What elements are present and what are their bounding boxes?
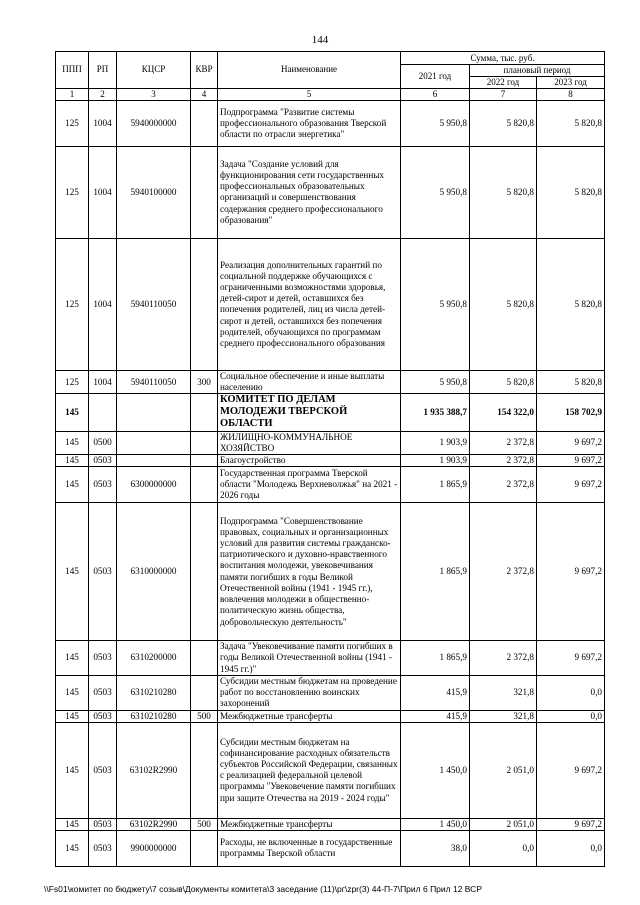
cell-kvr: 500 — [191, 710, 218, 722]
cell-ppp: 145 — [56, 454, 89, 466]
cell-name: Реализация дополнительных гарантий по социальной поддержке обучающихся с ограниченными возможностями здоровья, детей-сирот и детей, оставшихся без попечения родителей, лиц из числа детей-сирот и детей, оставшихся без попечения родителей, обучающихся по программам среднего профессионального образования — [218, 238, 401, 370]
cell-2021: 1 865,9 — [401, 641, 470, 676]
header-sum: Сумма, тыс. руб. — [401, 52, 605, 65]
cell-kvr — [191, 394, 218, 431]
cell-2023: 9 697,2 — [537, 454, 605, 466]
cell-kcsr — [117, 394, 191, 431]
cell-2023: 5 820,8 — [537, 370, 605, 393]
cell-kvr — [191, 146, 218, 238]
cell-2021: 1 903,9 — [401, 431, 470, 454]
cell-2021: 1 865,9 — [401, 503, 470, 641]
cell-2021: 1 903,9 — [401, 454, 470, 466]
header-name: Наименование — [218, 52, 401, 89]
cell-2023: 158 702,9 — [537, 394, 605, 431]
column-index: 5 — [218, 88, 401, 100]
cell-2021: 1 935 388,7 — [401, 394, 470, 431]
cell-name: Задача "Создание условий для функционирования сети государственных профессиональных образовательных организаций и совершенствования содержания среднего профессионального образования" — [218, 146, 401, 238]
column-index: 2 — [89, 88, 117, 100]
cell-ppp: 145 — [56, 641, 89, 676]
cell-kcsr: 63102R2990 — [117, 722, 191, 818]
cell-2021: 38,0 — [401, 830, 470, 866]
cell-name: Межбюджетные трансферты — [218, 818, 401, 830]
cell-rp: 0503 — [89, 818, 117, 830]
cell-kvr — [191, 641, 218, 676]
cell-kvr — [191, 675, 218, 710]
page-number: 144 — [311, 34, 329, 46]
cell-kvr: 500 — [191, 818, 218, 830]
cell-kcsr: 5940000000 — [117, 100, 191, 146]
table-body — [56, 100, 605, 866]
cell-2021: 5 950,8 — [401, 146, 470, 238]
cell-2021: 415,9 — [401, 710, 470, 722]
table-row — [56, 675, 605, 710]
cell-kcsr: 5940100000 — [117, 146, 191, 238]
cell-kcsr: 63102R2990 — [117, 818, 191, 830]
cell-name: Подпрограмма "Совершенствование правовых, социальных и организационных условий для развития системы гражданско-патриотического и духовно-нравственного воспитания молодежи, увековечивания памяти погибших в годы Великой Отечественной войны (1941 - 1945 гг.), вовлечения молодежи в общественно-политическую жизнь общества, добровольческую деятельность" — [218, 503, 401, 641]
cell-rp — [89, 394, 117, 431]
cell-2023: 9 697,2 — [537, 818, 605, 830]
cell-2021: 1 865,9 — [401, 467, 470, 503]
cell-kcsr: 5940110050 — [117, 370, 191, 393]
header-kcsr: КЦСР — [117, 52, 191, 89]
cell-rp: 0500 — [89, 431, 117, 454]
column-index: 8 — [537, 88, 605, 100]
header-ppp: ППП — [56, 52, 89, 89]
cell-rp: 1004 — [89, 146, 117, 238]
cell-2023: 0,0 — [537, 675, 605, 710]
cell-2022: 2 372,8 — [470, 467, 537, 503]
cell-2023: 5 820,8 — [537, 238, 605, 370]
cell-2022: 321,8 — [470, 675, 537, 710]
table-row — [56, 710, 605, 722]
cell-ppp: 145 — [56, 503, 89, 641]
cell-ppp: 125 — [56, 370, 89, 393]
cell-2023: 5 820,8 — [537, 146, 605, 238]
table-row — [56, 830, 605, 866]
cell-ppp: 145 — [56, 830, 89, 866]
cell-ppp: 125 — [56, 146, 89, 238]
table-row — [56, 818, 605, 830]
cell-2022: 5 820,8 — [470, 146, 537, 238]
budget-table — [55, 51, 605, 867]
cell-kcsr — [117, 454, 191, 466]
cell-kvr — [191, 722, 218, 818]
cell-kcsr — [117, 431, 191, 454]
cell-2021: 415,9 — [401, 675, 470, 710]
cell-kvr — [191, 238, 218, 370]
column-index: 4 — [191, 88, 218, 100]
cell-ppp: 145 — [56, 431, 89, 454]
cell-kvr — [191, 830, 218, 866]
cell-kcsr: 6310200000 — [117, 641, 191, 676]
cell-rp: 1004 — [89, 100, 117, 146]
cell-ppp: 145 — [56, 394, 89, 431]
cell-rp: 0503 — [89, 722, 117, 818]
cell-ppp: 125 — [56, 238, 89, 370]
cell-rp: 0503 — [89, 830, 117, 866]
table-row — [56, 100, 605, 146]
cell-kcsr: 6310000000 — [117, 503, 191, 641]
cell-name: Задача "Увековечивание памяти погибших в годы Великой Отечественной войны (1941 - 1945 гг.)" — [218, 641, 401, 676]
cell-kcsr: 6310210280 — [117, 675, 191, 710]
cell-name: Государственная программа Тверской области "Молодежь Верхневолжья" на 2021 - 2026 годы — [218, 467, 401, 503]
table-row — [56, 722, 605, 818]
column-index-row — [56, 88, 605, 100]
cell-name: ЖИЛИЩНО-КОММУНАЛЬНОЕ ХОЗЯЙСТВО — [218, 431, 401, 454]
cell-2023: 9 697,2 — [537, 722, 605, 818]
cell-rp: 1004 — [89, 370, 117, 393]
cell-name: Субсидии местным бюджетам на проведение работ по восстановлению воинских захоронений — [218, 675, 401, 710]
table-row — [56, 431, 605, 454]
cell-2022: 5 820,8 — [470, 100, 537, 146]
cell-name: Расходы, не включенные в государственные программы Тверской области — [218, 830, 401, 866]
cell-name: Межбюджетные трансферты — [218, 710, 401, 722]
cell-2022: 2 372,8 — [470, 503, 537, 641]
header-2021: 2021 год — [401, 65, 470, 89]
cell-kvr — [191, 467, 218, 503]
cell-2023: 0,0 — [537, 710, 605, 722]
header-2023: 2023 год — [537, 76, 605, 88]
cell-2022: 5 820,8 — [470, 238, 537, 370]
cell-ppp: 145 — [56, 675, 89, 710]
cell-2023: 9 697,2 — [537, 467, 605, 503]
cell-2022: 2 051,0 — [470, 722, 537, 818]
cell-rp: 0503 — [89, 710, 117, 722]
cell-name: КОМИТЕТ ПО ДЕЛАМ МОЛОДЕЖИ ТВЕРСКОЙ ОБЛАСТИ — [218, 394, 401, 431]
table-row — [56, 370, 605, 393]
cell-2023: 9 697,2 — [537, 503, 605, 641]
cell-2021: 5 950,8 — [401, 100, 470, 146]
cell-name: Социальное обеспечение и иные выплаты населению — [218, 370, 401, 393]
file-path-footer: \\Fs01\комитет по бюджету\7 созыв\Документы комитета\3 заседание (11)\рг\zpr(3) 44-П-7\Прил 6 Прил 12 ВСР — [44, 884, 482, 894]
cell-rp: 0503 — [89, 454, 117, 466]
cell-2022: 2 051,0 — [470, 818, 537, 830]
cell-name: Благоустройство — [218, 454, 401, 466]
header-rp: РП — [89, 52, 117, 89]
cell-2022: 154 322,0 — [470, 394, 537, 431]
cell-ppp: 145 — [56, 818, 89, 830]
column-index: 3 — [117, 88, 191, 100]
cell-ppp: 145 — [56, 467, 89, 503]
header-plan-period: плановый период — [470, 65, 605, 77]
cell-2022: 2 372,8 — [470, 454, 537, 466]
table-row — [56, 467, 605, 503]
cell-2022: 321,8 — [470, 710, 537, 722]
cell-2022: 0,0 — [470, 830, 537, 866]
cell-2023: 9 697,2 — [537, 641, 605, 676]
cell-rp: 0503 — [89, 675, 117, 710]
header-kvr: КВР — [191, 52, 218, 89]
cell-kvr — [191, 100, 218, 146]
cell-2023: 9 697,2 — [537, 431, 605, 454]
cell-2021: 5 950,8 — [401, 370, 470, 393]
table-row — [56, 454, 605, 466]
cell-ppp: 145 — [56, 710, 89, 722]
header-2022: 2022 год — [470, 76, 537, 88]
cell-kvr — [191, 454, 218, 466]
cell-name: Подпрограмма "Развитие системы профессионального образования Тверской области по отрасли энергетика" — [218, 100, 401, 146]
column-index: 1 — [56, 88, 89, 100]
table-row — [56, 146, 605, 238]
column-index: 7 — [470, 88, 537, 100]
cell-kcsr: 6310210280 — [117, 710, 191, 722]
cell-rp: 0503 — [89, 467, 117, 503]
cell-ppp: 145 — [56, 722, 89, 818]
column-index: 6 — [401, 88, 470, 100]
cell-ppp: 125 — [56, 100, 89, 146]
cell-rp: 0503 — [89, 503, 117, 641]
cell-kcsr: 5940110050 — [117, 238, 191, 370]
cell-2022: 5 820,8 — [470, 370, 537, 393]
cell-name: Субсидии местным бюджетам на софинансирование расходных обязательств субъектов Российской Федерации, связанных с реализацией федеральной целевой программы "Увековечение памяти погибших при защите Отечества на 2019 - 2024 годы" — [218, 722, 401, 818]
cell-rp: 1004 — [89, 238, 117, 370]
table-row — [56, 503, 605, 641]
cell-2022: 2 372,8 — [470, 431, 537, 454]
cell-2022: 2 372,8 — [470, 641, 537, 676]
cell-kcsr: 9900000000 — [117, 830, 191, 866]
cell-2021: 1 450,0 — [401, 818, 470, 830]
cell-2023: 0,0 — [537, 830, 605, 866]
cell-rp: 0503 — [89, 641, 117, 676]
table-row — [56, 641, 605, 676]
cell-2021: 1 450,0 — [401, 722, 470, 818]
cell-kcsr: 6300000000 — [117, 467, 191, 503]
cell-2021: 5 950,8 — [401, 238, 470, 370]
table-row — [56, 238, 605, 370]
cell-kvr: 300 — [191, 370, 218, 393]
cell-kvr — [191, 431, 218, 454]
table-row — [56, 394, 605, 431]
cell-kvr — [191, 503, 218, 641]
cell-2023: 5 820,8 — [537, 100, 605, 146]
